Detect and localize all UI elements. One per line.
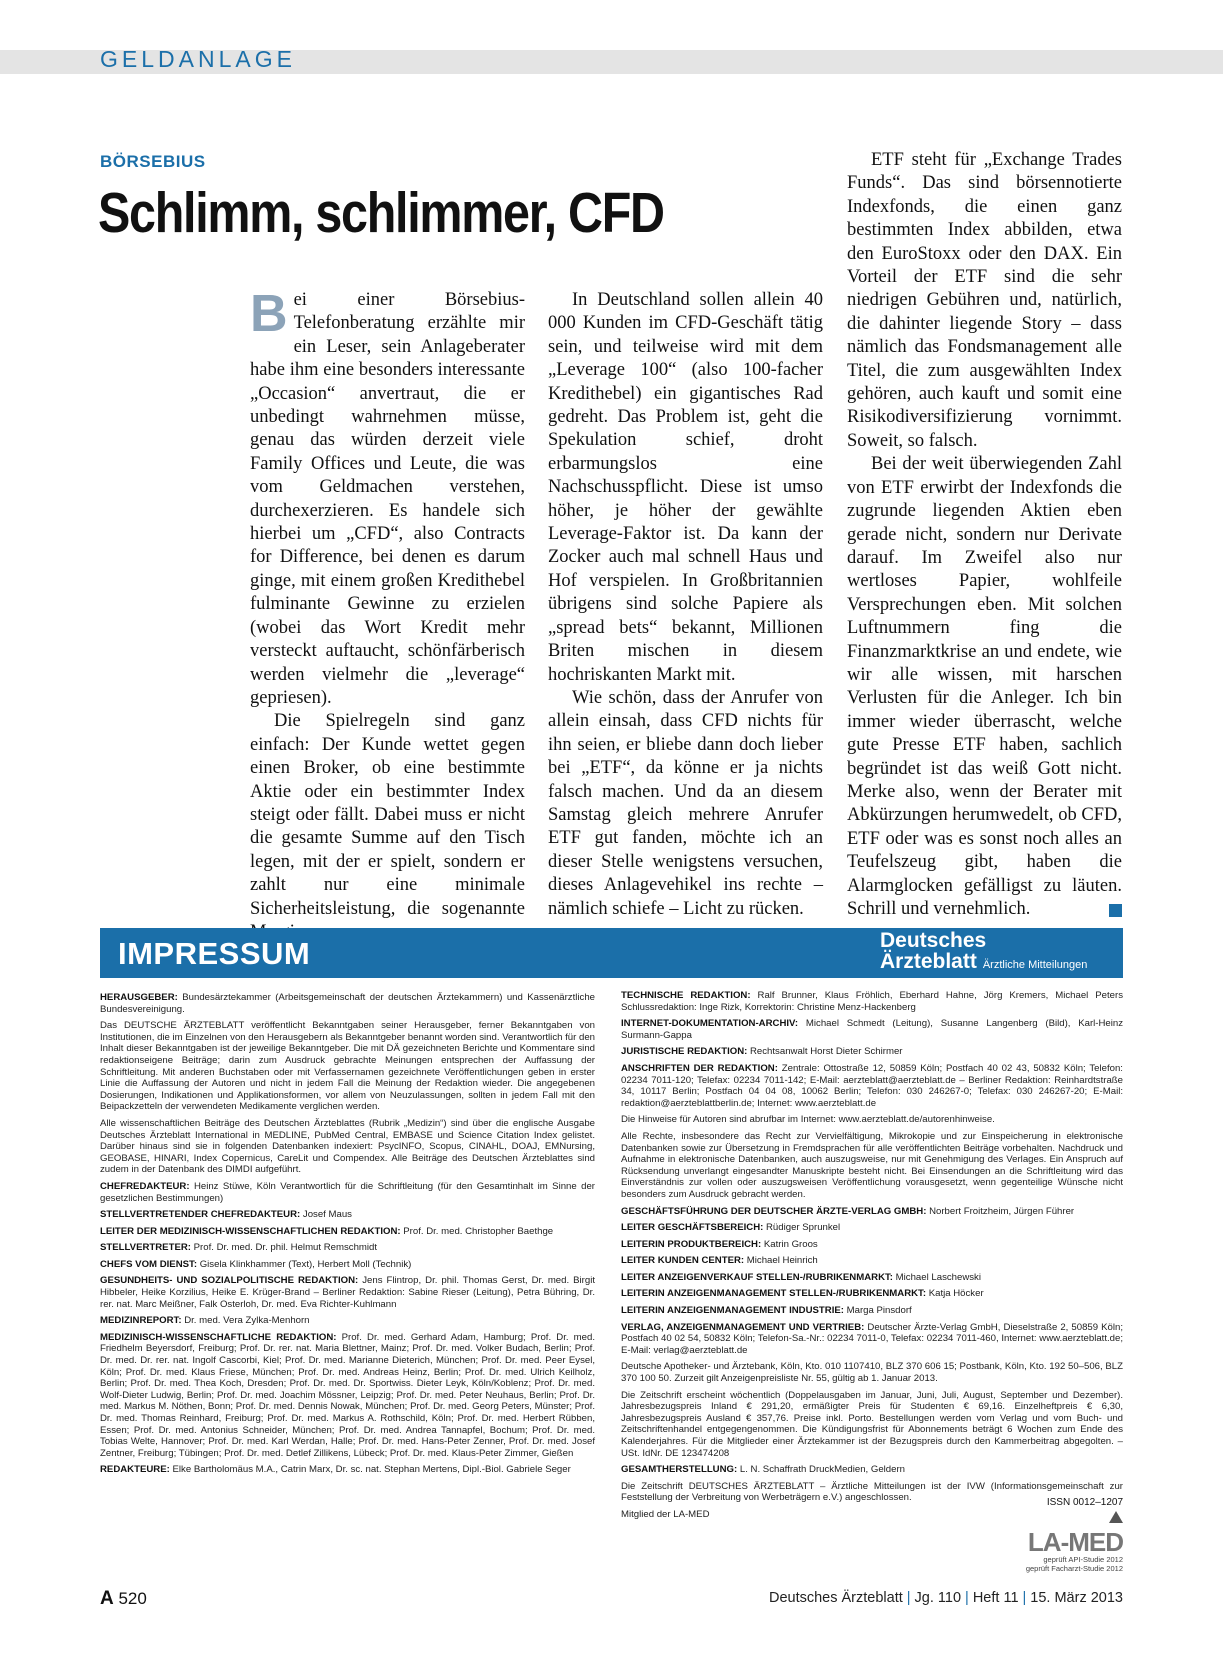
impressum-entry: Die Zeitschrift erscheint wöchentlich (Doppelausgaben im Januar, Juni, Juli, August, September und Dezember). Jahresbezugspreis Inland € 291,20, ermäßigter Preis für Studenten € 69,16. Einzelheftpreis € 6,30, Jahresbezugspreis Ausland € 357,76. Preise inkl. Porto. Bestellungen werden vom Verlag und vom Buch- und Zeitschriftenhandel entgegengenommen. Die Kündigungsfrist für Abonnements beträgt 6 Wochen zum Ende des Kalenderjahres. Für die Mitglieder einer Ärztekammer ist der Bezugspreis durch den Kammerbeitrag abgegolten. – USt. IdNr. DE 123474208 bbox=[621, 1389, 1123, 1459]
impressum-entry: GESCHÄFTSFÜHRUNG DER DEUTSCHER ÄRZTE-VERLAG GMBH: Norbert Froitzheim, Jürgen Führer bbox=[621, 1205, 1075, 1217]
lamed-triangle-icon bbox=[1109, 1511, 1123, 1523]
impressum-entry: CHEFREDAKTEUR: Heinz Stüwe, Köln Verantwortlich für die Schriftleitung (für den Gesamtinhalt im Sinne der gesetzlichen Bestimmungen) bbox=[100, 1180, 595, 1204]
impressum-entry: LEITER ANZEIGENVERKAUF STELLEN-/RUBRIKENMARKT: Michael Laschewski bbox=[621, 1271, 981, 1283]
article-paragraph: In Deutschland sollen allein 40 000 Kunden im CFD-Geschäft tätig sein, und teilweise wird mit dem „Leverage 100“ (also 100-facher Kredithebel) ein gigantisches Rad gedreht. Das Problem ist, geht die Spekulation schief, droht erbarmungslos eine Nachschusspflicht. Diese ist umso höher, je höher der gewählte Leverage-Faktor ist. Da kann der Zocker auch mal schnell Haus und Hof verspielen. In Großbritannien übrigens sind solche Papiere als „spread bets“ bekannt, Millionen Briten mischen in diesem hochriskanten Markt mit. bbox=[548, 290, 823, 685]
impressum-entry: MEDIZINREPORT: Dr. med. Vera Zylka-Menhorn bbox=[100, 1315, 310, 1327]
impressum-entry: LEITERIN PRODUKTBEREICH: Katrin Groos bbox=[621, 1238, 818, 1250]
issue-date: 15. März 2013 bbox=[1030, 1590, 1123, 1606]
impressum-entry: LEITERIN ANZEIGENMANAGEMENT INDUSTRIE: Marga Pinsdorf bbox=[621, 1305, 912, 1317]
impressum-entry: INTERNET-DOKUMENTATION-ARCHIV: Michael Schmedt (Leitung), Susanne Langenberg (Bild), Karl-Heinz Surmann-Gappa bbox=[621, 1018, 1123, 1041]
lamed-block bbox=[1003, 1497, 1123, 1573]
article-kicker: BÖRSEBIUS bbox=[100, 152, 206, 171]
impressum-entry: VERLAG, ANZEIGENMANAGEMENT UND VERTRIEB: Deutscher Ärzte-Verlag GmbH, Dieselstraße 2, 50859 Köln; Postfach 40 02 54, 50832 Köln; Telefon-Sa.-Nr.: 02234 7011-0, Telefax: 02234 7011-460, Internet: www.aerzteblatt.de; E-Mail: verlag@aerzteblatt.de bbox=[621, 1321, 1123, 1356]
impressum-title: IMPRESSUM bbox=[118, 936, 311, 971]
impressum-entry: Die Hinweise für Autoren sind abrufbar im Internet: www.aerzteblatt.de/autorenhinweise. bbox=[621, 1114, 995, 1126]
impressum-entry: STELLVERTRETENDER CHEFREDAKTEUR: Josef Maus bbox=[100, 1209, 352, 1221]
dropcap: B bbox=[250, 285, 288, 343]
article-column-2 bbox=[548, 289, 823, 921]
lamed-logo: LA-MED bbox=[1027, 1527, 1123, 1557]
impressum-entry: CHEFS VOM DIENST: Gisela Klinkhammer (Text), Herbert Moll (Technik) bbox=[100, 1258, 412, 1270]
article-paragraph: Bei einer Börsebius-Telefonberatung erzählte mir ein Leser, sein Anlageberater habe ihm eine besonders interessante „Occasion“ anvertraut, die er unbedingt wahrnehmen müsse, genau das würden derzeit viele Family Offices und Leute, die was vom Geldmachen verstehen, durchexerzieren. Es handele sich hierbei um „CFD“, also Contracts for Difference, bei denen es darum ginge, mit einem großen Kredithebel fulminante Gewinne zu erzielen (wobei das Wort Kredit mehr versteckt auftaucht, schönfärberisch werden vielmehr die „leverage“ gepriesen). bbox=[250, 285, 525, 708]
impressum-entry: LEITER KUNDEN CENTER: Michael Heinrich bbox=[621, 1255, 818, 1267]
impressum-right-column bbox=[621, 990, 1123, 1526]
impressum-entry: MEDIZINISCH-WISSENSCHAFTLICHE REDAKTION: Prof. Dr. med. Gerhard Adam, Hamburg; Prof. Dr. med. Friedhelm Beyersdorf, Freiburg; Prof. Dr. rer. nat. Maria Blettner, Mainz; Prof. Dr. med. Volker Budach, Berlin; Prof. Dr. med. Dr. rer. nat. Ingolf Cascorbi, Kiel; Prof. Dr. med. Marianne Dieterich, München; Prof. Dr. med. Peer Eysel, Köln; Prof. Dr. med. Klaus Friese, München; Prof. Dr. med. Andreas Heinz, Berlin; Prof. Dr. med. Ulrich Keilholz, Berlin; Prof. Dr. med. Thea Koch, Dresden; Prof. Dr. med. Dr. Sportwiss. Dieter Leyk, Köln/Koblenz; Prof. Dr. med. Wolf-Dieter Ludwig, Berlin; Prof. Dr. med. Joachim Mössner, Leipzig; Prof. Dr. med. Peter Neuhaus, Berlin; Prof. Dr. med. Markus M. Nöthen, Bonn; Prof. Dr. med. Dennis Nowak, München; Prof. Dr. med. Georg Peters, Münster; Prof. Dr. med. Thomas Reinhard, Freiburg; Prof. Dr. med. Markus A. Rothschild, Köln; Prof. Dr. med. Herbert Rübben, Essen; Prof. Dr. med. Antonius Schneider, München; Prof. Dr. med. Andrea Tannapfel, Bochum; Prof. Dr. med. Tobias Welte, Hannover; Prof. Dr. med. Karl Werdan, Halle; Prof. Dr. med. Hans-Peter Zenner, Prof. Dr. med. Josef Zentner, Freiburg; Tübingen; Prof. Dr. med. Detlef Zillikens, Lübeck; Prof. Dr. med. Klaus-Peter Zimmer, Gießen bbox=[100, 1331, 595, 1459]
journal-logo bbox=[880, 930, 1120, 976]
impressum-entry: Mitglied der LA-MED bbox=[621, 1508, 710, 1520]
article-paragraph: Bei der weit überwiegenden Zahl von ETF erwirbt der Indexfonds die zugrunde liegenden Aktien eben gerade nicht, sondern nur Derivate darauf. Im Zweifel also nur wertloses Papier, wohlfeile Versprechungen eben. Mit solchen Luftnummern fing die Finanzmarktkrise an und endete, wie wir alle wissen, mit harschen Verlusten für die Anleger. Ich bin immer wieder überrascht, welche gute Presse ETF haben, sachlich begründet ist das weiß Gott nicht. Merke also, wenn der Berater mit Abkürzungen herumwedelt, ob CFD, ETF oder was es sonst noch alles an Teufelszeug gibt, haben die Alarmglocken gefälligst zu läuten. Schrill und vernehmlich. bbox=[847, 454, 1122, 919]
footer-citation: Deutsches Ärzteblatt | Jg. 110 | Heft 11 | 15. März 2013 bbox=[768, 1590, 1123, 1606]
logo-line-1: Deutsches bbox=[880, 929, 987, 952]
impressum-entry: GESAMTHERSTELLUNG: L. N. Schaffrath DruckMedien, Geldern bbox=[621, 1464, 906, 1476]
impressum-entry: ANSCHRIFTEN DER REDAKTION: Zentrale: Ottostraße 12, 50859 Köln; Postfach 40 02 43, 50832 Köln; Telefon: 02234 7011-120; Telefax: 02234 7011-142; E-Mail: aerzteblatt@aerzteblatt.de – Berliner Redaktion: Reinhardtstraße 34, 10117 Berlin; Postfach 04 04 08, 10062 Berlin; Telefon: 030 246267-0; Telefax: 030 246267-20; E-Mail: redaktion@aerzteblattberlin.de; Internet: www.aerzteblatt.de bbox=[621, 1062, 1123, 1109]
volume: Jg. 110 bbox=[914, 1590, 962, 1606]
issn: ISSN 0012–1207 bbox=[1046, 1497, 1123, 1508]
impressum-entry: LEITERIN ANZEIGENMANAGEMENT STELLEN-/RUBRIKENMARKT: Katja Höcker bbox=[621, 1288, 984, 1300]
impressum-entry: REDAKTEURE: Elke Bartholomäus M.A., Catrin Marx, Dr. sc. nat. Stephan Mertens, Dipl.-Biol. Gabriele Seger bbox=[100, 1464, 571, 1476]
article-title: Schlimm, schlimmer, CFD bbox=[98, 181, 664, 245]
logo-subtitle: Ärztliche Mitteilungen bbox=[982, 959, 1088, 971]
journal-name: Deutsches Ärzteblatt bbox=[768, 1590, 903, 1606]
impressum-entry: Alle Rechte, insbesondere das Recht zur Vervielfältigung, Mikrokopie und zur Einspeicherung in elektronische Datenbanken sowie zur Übersetzung in Fremdsprachen für alle veröffentlichten Beiträge vorbehalten. Nachdruck und Aufnahme in elektronische Datenbanken, auch auszugsweise, nur mit Genehmigung des Verlages. Ein Anspruch auf Rücksendung unverlangt eingesandter Manuskripte besteht nicht. Bei Einsendungen an die Schriftleitung wird das Einverständnis zur vollen oder auszugsweisen Veröffentlichung vorausgesetzt, wenn gegenteilige Wünsche nicht besonders zum Ausdruck gebracht werden. bbox=[621, 1130, 1123, 1200]
lamed-note-2: geprüft Facharzt-Studie 2012 bbox=[1025, 1564, 1123, 1573]
impressum-entry: Das DEUTSCHE ÄRZTEBLATT veröffentlicht Bekanntgaben seiner Herausgeber, ferner Bekanntgaben von Institutionen, die im Einzelnen von den Herausgebern als Bekanntgeber benannt worden sind. Verantwortlich für den Inhalt dieser Bekanntgaben ist der jeweilige Bekanntgeber. Die mit DÄ gezeichneten Berichte und Kommentare sind redaktionseigene Beiträge; darin zum Ausdruck gebrachte Meinungen entsprechen der Auffassung der Schriftleitung. Mit anderen Buchstaben oder mit Verfassernamen gezeichnete Veröffentlichungen geben in erster Linie die Auffassung der Autoren und nicht in jedem Fall die Meinung der Redaktion wieder. Die angegebenen Dosierungen, Indikationen und Applikationsformen, vor allem von Neuzulassungen, sollten in jedem Fall mit den Beipackzetteln der verwendeten Medikamente verglichen werden. bbox=[100, 1020, 595, 1113]
article-column-1 bbox=[250, 285, 525, 944]
lamed-note-1: geprüft API-Studie 2012 bbox=[1043, 1555, 1123, 1564]
impressum-entry: JURISTISCHE REDAKTION: Rechtsanwalt Horst Dieter Schirmer bbox=[621, 1046, 903, 1058]
impressum-entry: Alle wissenschaftlichen Beiträge des Deutschen Ärzteblattes (Rubrik „Medizin“) sind über die englische Ausgabe Deutsches Ärzteblatt International in MEDLINE, PubMed Central, EMBASE und Science Citation Index gelistet. Darüber hinaus sind sie in folgenden Datenbanken indexiert: PsycINFO, Scopus, CINAHL, DOAJ, EMNursing, GEOBASE, HINARI, Index Copernicus, CareLit und Compendex. Alle Beiträge des Deutschen Ärzteblattes sind zudem in der Datenbank des DIMDI aufgeführt. bbox=[100, 1117, 595, 1176]
impressum-entry: Die Zeitschrift DEUTSCHES ÄRZTEBLATT – Ärztliche Mitteilungen ist der IVW (Informationsgemeinschaft zur Feststellung der Verbreitung von Werbeträgern e.V.) angeschlossen. bbox=[621, 1480, 1123, 1504]
impressum-entry: LEITER DER MEDIZINISCH-WISSENSCHAFTLICHEN REDAKTION: Prof. Dr. med. Christopher Baethge bbox=[100, 1225, 554, 1237]
impressum-entry: TECHNISCHE REDAKTION: Ralf Brunner, Klaus Fröhlich, Eberhard Hahne, Jörg Kremers, Michael Peters Schlussredaktion: Inge Rizk, Korrektorin: Christine Menz-Hackenberg bbox=[621, 990, 1123, 1013]
impressum-entry: LEITER GESCHÄFTSBEREICH: Rüdiger Sprunkel bbox=[621, 1222, 841, 1234]
impressum-entry: STELLVERTRETER: Prof. Dr. med. Dr. phil. Helmut Remschmidt bbox=[100, 1242, 378, 1254]
impressum-entry: GESUNDHEITS- UND SOZIALPOLITISCHE REDAKTION: Jens Flintrop, Dr. phil. Thomas Gerst, Dr. med. Birgit Hibbeler, Heike Korzilius, Heike E. Krüger-Brand – Berliner Redaktion: Sabine Rieser (Leitung), Petra Bühring, Dr. rer. nat. Marc Meißner, Falk Osterloh, Dr. med. Eva Richter-Kuhlmann bbox=[100, 1275, 595, 1310]
impressum-entry: Deutsche Apotheker- und Ärztebank, Köln, Kto. 010 1107410, BLZ 370 606 15; Postbank, Köln, Kto. 192 50–506, BLZ 370 100 50. Zurzeit gilt Anzeigenpreisliste Nr. 55, gültig ab 1. Januar 2013. bbox=[621, 1361, 1123, 1385]
page-number: A 520 bbox=[100, 1588, 147, 1609]
issue: Heft 11 bbox=[972, 1590, 1019, 1606]
end-mark-icon bbox=[1109, 904, 1122, 917]
article-paragraph: Die Spielregeln sind ganz einfach: Der Kunde wettet gegen einen Broker, ob eine bestimmte Aktie oder ein bestimmter Index steigt oder fällt. Dabei muss er nicht die gesamte Summe auf den Tisch legen, mit der er spielt, sondern er zahlt nur eine minimale Sicherheitsleistung, die sogenannte bbox=[250, 711, 525, 919]
logo-line-2: Ärzteblatt bbox=[880, 950, 977, 973]
article-paragraph: Wie schön, dass der Anrufer von allein einsah, dass CFD nichts für ihn seien, er bliebe dann doch lieber bei „ETF“, da könne er ja nichts falsch machen. Und da an diesem Samstag gleich mehrere Anrufer ETF gut fanden, möchte ich an dieser Stelle wenigstens versuchen, dieses Anlagevehikel ins rechte – nämlich schiefe – Licht zu rücken. bbox=[548, 687, 823, 919]
article-column-3 bbox=[847, 149, 1122, 921]
article-paragraph: ETF steht für „Exchange Trades Funds“. Das sind börsennotierte Indexfonds, die einen ganz bestimmten Index abbilden, etwa den EuroStoxx oder den DAX. Ein Vorteil der ETF sind die sehr niedrigen Gebühren und, natürlich, die dahinter liegende Story – dass nämlich das Fondsmanagement alle Titel, die zum ausgewählten Index gehören, auch kauft und somit eine Risikodiversifizierung vornimmt. Soweit, so falsch. bbox=[847, 150, 1122, 451]
impressum-left-column bbox=[100, 992, 595, 1481]
impressum-entry: HERAUSGEBER: Bundesärztekammer (Arbeitsgemeinschaft der deutschen Ärztekammern) und Kassenärztliche Bundesvereinigung. bbox=[100, 992, 595, 1015]
rubric-label: GELDANLAGE bbox=[100, 46, 296, 72]
